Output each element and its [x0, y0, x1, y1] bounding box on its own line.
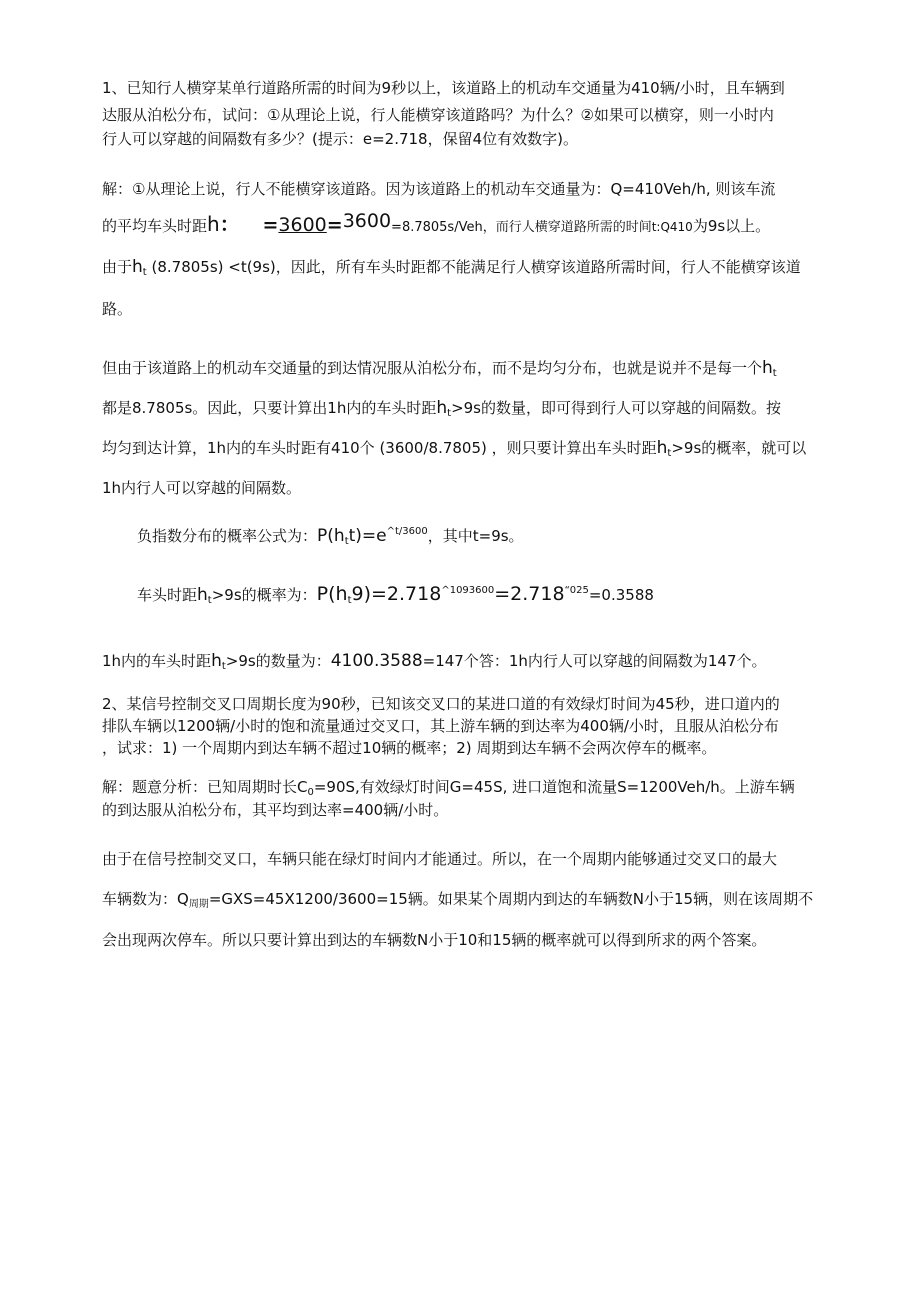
- result-1: [102, 650, 767, 678]
- answer-1-line-2: [102, 210, 770, 239]
- answer-1b-line-3-pre: 均匀到达计算，1h内的车头时距有410个 (3600/8.7805) ，则只要计算出车头时距: [102, 439, 657, 457]
- answer-2b-line-2: [102, 888, 813, 916]
- answer-1-line-1: 解：①从理论上说，行人不能横穿该道路。因为该道路上的机动车交通量为：Q=410Veh/h, 则该车流: [102, 180, 776, 198]
- answer-1-line-3: [102, 256, 801, 284]
- answer-2b-line-1: 由于在信号控制交叉口，车辆只能在绿灯时间内才能通过。所以，在一个周期内能够通过交叉口的最大: [102, 850, 778, 868]
- headway-symbol: h: [762, 358, 773, 378]
- formula-2-post: =0.3588: [588, 586, 654, 604]
- formula-2-rest: >9s的概率为：: [211, 586, 317, 604]
- headway-symbol: h: [436, 398, 448, 418]
- answer-1b-line-2-rest: >9s的数量，即可得到行人可以穿越的间隔数。按: [451, 399, 781, 417]
- answer-1b-line-1: [102, 357, 777, 385]
- question-1-line-1: 1、已知行人横穿某单行道路所需的时间为9秒以上，该道路上的机动车交通量为410辆/小时，且车辆到: [102, 79, 785, 97]
- result-1-value: 4100.3588: [330, 651, 423, 671]
- subscript: t: [142, 267, 147, 278]
- answer-1-line-4: 路。: [102, 300, 133, 318]
- headway-symbol: h: [656, 438, 668, 458]
- equals-sign: =: [262, 214, 279, 236]
- time-q-label: t:Q410: [651, 220, 693, 234]
- question-1-line-2: 达服从泊松分布，试问：①从理论上说，行人能横穿该道路吗？为什么？②如果可以横穿，则一小时内: [102, 106, 774, 124]
- answer-2b-line-2-rest: =GXS=45X1200/3600=15辆。如果某个周期内到达的车辆数N小于15辆，则在该周期不: [208, 890, 814, 908]
- answer-1-line-3-rest: (8.7805s) <t(9s)，因此，所有车头时距都不能满足行人横穿该道路所需时间，行人不能横穿该道: [146, 258, 801, 276]
- question-2-line-3: ，试求：1) 一个周期内到达车辆不超过10辆的概率；2) 周期到达车辆不会两次停车的概率。: [102, 739, 717, 757]
- answer-2b-line-2-pre: 车辆数为：Q: [102, 890, 189, 908]
- headway-symbol: h: [197, 585, 208, 605]
- formula-2: [137, 580, 654, 612]
- subscript: t: [221, 661, 226, 672]
- formula-1-p: P(h: [317, 526, 345, 546]
- formula-2-mid-2: =2.718: [494, 583, 565, 605]
- answer-2-line-1-pre: 解：题意分析：已知周期时长C: [102, 778, 308, 796]
- fraction-numerator: 3600: [278, 214, 327, 236]
- answer-2b-line-3: 会出现两次停车。所以只要计算出到达的车辆数N小于10和15辆的概率就可以得到所求的两个答案。: [102, 931, 767, 949]
- formula-2-p: P(h: [316, 583, 348, 605]
- formula-2-superscript-1: ^1093600: [441, 585, 495, 596]
- subscript: t: [207, 595, 212, 606]
- colon: ：: [219, 212, 240, 236]
- answer-2-line-1-rest: =90S,有效绿灯时间G=45S, 进口道饱和流量S=1200Veh/h。上游车辆: [313, 778, 795, 796]
- formula-2-superscript-2: “025: [564, 585, 589, 596]
- subscript: 周期: [188, 899, 209, 910]
- answer-1b-line-3: [102, 437, 806, 465]
- headway-symbol: h: [132, 257, 143, 277]
- formula-2-subscript: t: [347, 595, 352, 606]
- question-1-line-3: 行人可以穿越的间隔数有多少？(提示：e=2.718，保留4位有效数字)。: [102, 130, 578, 148]
- answer-1b-line-4: 1h内行人可以穿越的间隔数。: [102, 479, 302, 497]
- answer-1b-line-1-pre: 但由于该道路上的机动车交通量的到达情况服从泊松分布，而不是均匀分布，也就是说并不是每一个: [102, 359, 763, 377]
- formula-1: [137, 521, 524, 553]
- answer-2-line-2: 的到达服从泊松分布，其平均到达率=400辆/小时。: [102, 801, 449, 819]
- answer-1-line-2-rest: =8.7805s/Veh，而行人横穿道路所需的时间: [391, 220, 652, 235]
- answer-1b-line-3-rest: >9s的概率，就可以: [671, 439, 807, 457]
- formula-1-subscript: t: [344, 536, 349, 547]
- answer-1-line-2-end: 为9s以上。: [692, 217, 771, 235]
- formula-1-pre: 负指数分布的概率公式为：: [137, 527, 318, 545]
- answer-1-line-3-pre: 由于: [102, 258, 133, 276]
- subscript: t: [447, 408, 452, 419]
- answer-1b-line-2-pre: 都是8.7805s。因此，只要计算出1h内的车头时距: [102, 399, 437, 417]
- question-2-line-1: 2、某信号控制交叉口周期长度为90秒，已知该交叉口的某进口道的有效绿灯时间为45秒，进口道内的: [102, 695, 780, 713]
- subscript: 0: [307, 787, 314, 798]
- formula-1-superscript: ^t/3600: [386, 526, 428, 537]
- result-1-mid: >9s的数量为：: [225, 652, 331, 670]
- answer-1-line-2-pre: 的平均车头时距: [102, 217, 208, 235]
- formula-2-pre: 车头时距: [137, 586, 198, 604]
- answer-1b-line-2: [102, 397, 781, 425]
- question-2-line-2: 排队车辆以1200辆/小时的饱和流量通过交叉口，其上游车辆的到达率为400辆/小时，且服从泊松分布: [102, 717, 779, 735]
- formula-1-post: ，其中t=9s。: [427, 527, 524, 545]
- result-1-post: =147个答：1h内行人可以穿越的间隔数为147个。: [422, 652, 767, 670]
- result-1-pre: 1h内的车头时距: [102, 652, 212, 670]
- formula-2-mid: 9)=2.718: [351, 583, 442, 605]
- equals-sign-2: =: [326, 214, 343, 236]
- headway-symbol: h: [211, 651, 222, 671]
- fraction-numerator-2: 3600: [342, 210, 392, 232]
- subscript: t: [772, 368, 777, 379]
- formula-1-mid: t)=e: [348, 526, 387, 546]
- subscript: t: [667, 448, 672, 459]
- headway-symbol: h: [207, 212, 220, 236]
